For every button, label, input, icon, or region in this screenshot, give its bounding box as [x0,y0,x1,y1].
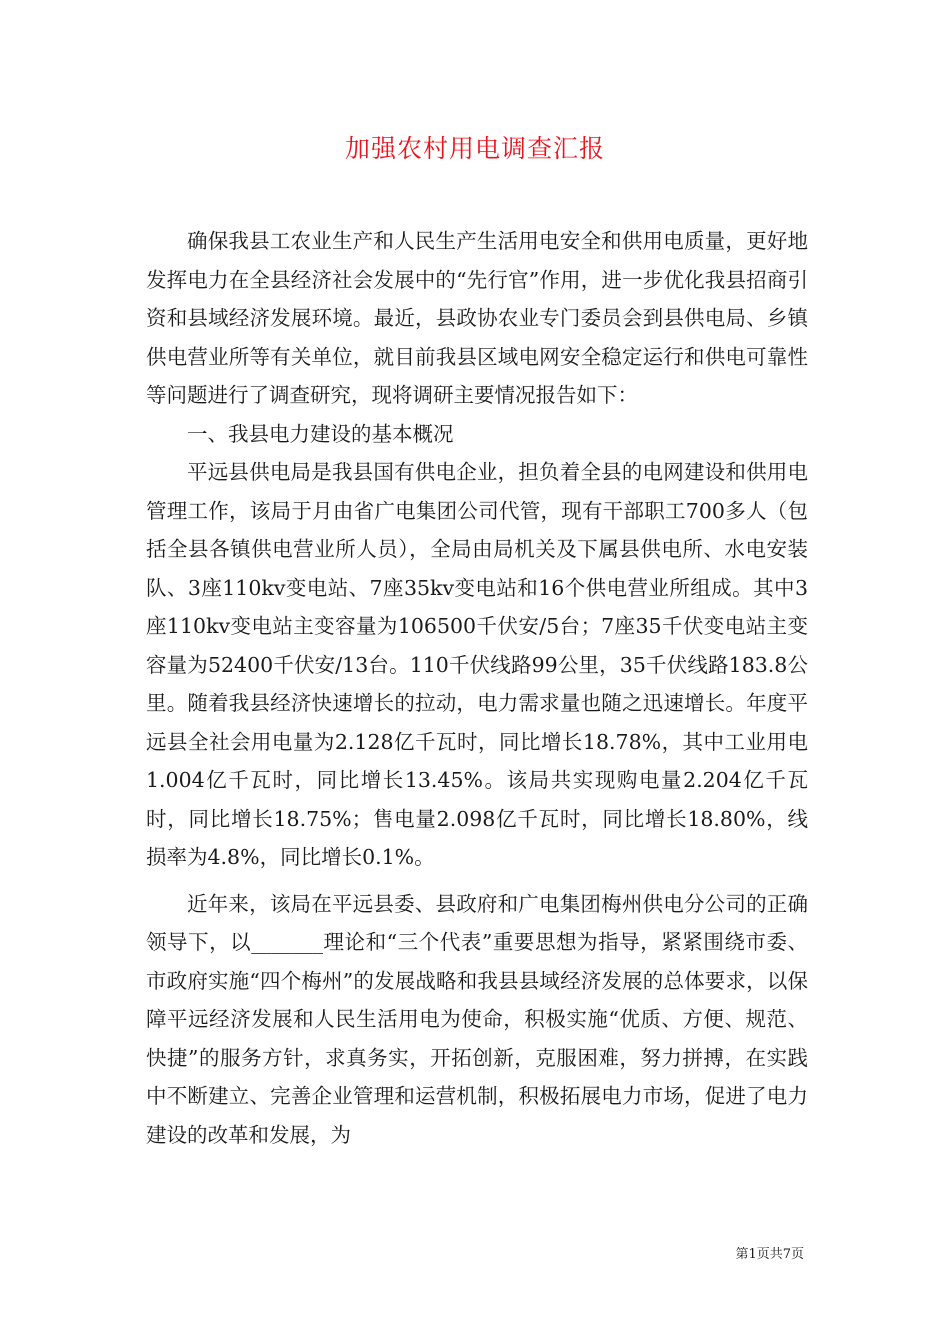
page-number-footer: 第1页共7页 [735,1247,804,1262]
paragraph-recent-years: 近年来，该局在平远县委、县政府和广电集团梅州供电分公司的正确领导下，以_______理论和“三个代表”重要思想为指导，紧紧围绕市委、市政府实施“四个梅州”的发展战略和我县县域经济发展的总体要求，以保障平远经济发展和人民生活用电为使命，积极实施“优质、方便、规范、快捷”的服务方针，求真务实，开拓创新，克服困难，努力拼搏，在实践中不断建立、完善企业管理和运营机制，积极拓展电力市场，促进了电力建设的改革和发展，为 [146,891,808,1147]
document-body [146,222,808,1154]
paragraph-intro: 确保我县工农业生产和人民生产生活用电安全和供用电质量，更好地发挥电力在全县经济社会发展中的“先行官”作用，进一步优化我县招商引资和县域经济发展环境。最近，县政协农业专门委员会到县供电局、乡镇供电营业所等有关单位，就目前我县区域电网安全稳定运行和供电可靠性等问题进行了调查研究，现将调研主要情况报告如下： [146,229,808,407]
document-title: 加强农村用电调查汇报 [344,134,605,163]
paragraph-overview: 平远县供电局是我县国有供电企业，担负着全县的电网建设和供用电管理工作，该局于月由省广电集团公司代管，现有干部职工700多人（包括全县各镇供电营业所人员），全局由局机关及下属县供电所、水电安装队、3座110kv变电站、7座35kv变电站和16个供电营业所组成。其中3座110kv变电站主变容量为106500千伏安/5台；7座35千伏变电站主变容量为52400千伏安/13台。110千伏线路99公里，35千伏线路183.8公里。随着我县经济快速增长的拉动，电力需求量也随之迅速增长。年度平远县全社会用电量为2.128亿千瓦时，同比增长18.78%，其中工业用电1.004亿千瓦时，同比增长13.45%。该局共实现购电量2.204亿千瓦时，同比增长18.75%；售电量2.098亿千瓦时，同比增长18.80%，线损率为4.8%，同比增长0.1%。 [146,460,808,869]
section-heading-overview: 一、我县电力建设的基本概况 [187,421,454,446]
